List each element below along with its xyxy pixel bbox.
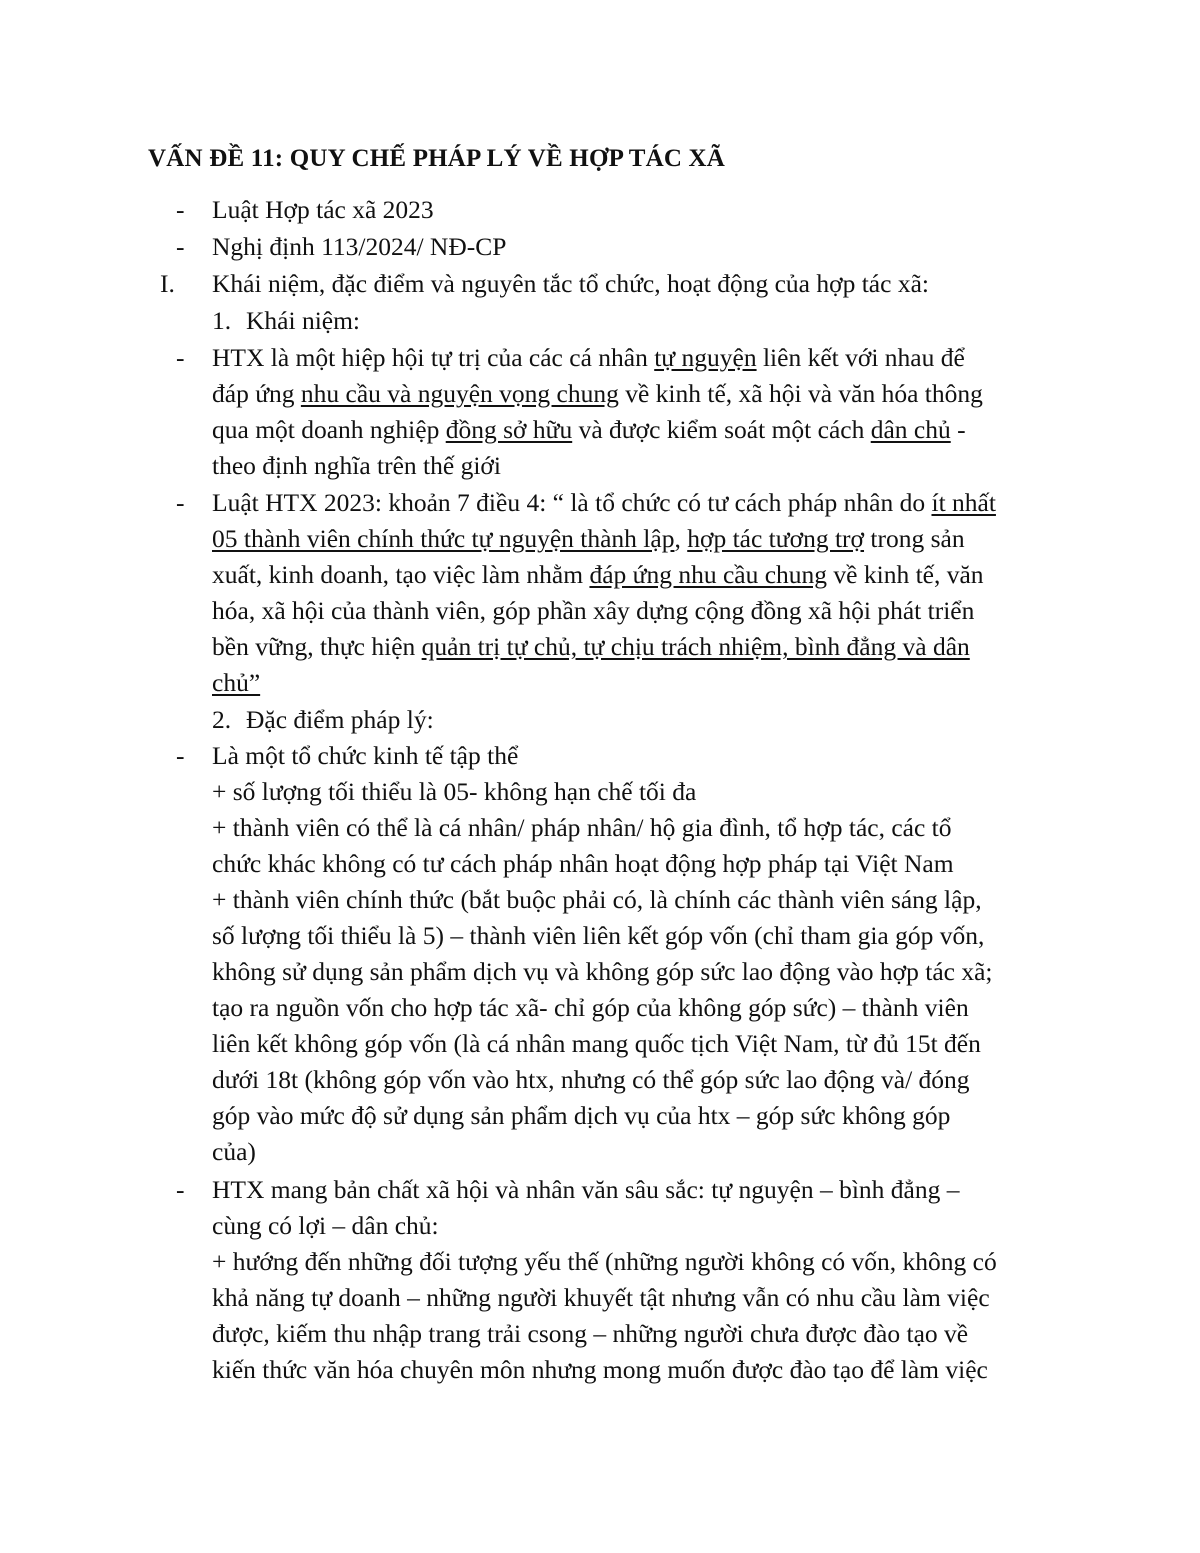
paragraph-line: góp vào mức độ sử dụng sản phẩm dịch vụ của htx – góp sức không góp xyxy=(212,1101,951,1130)
number-marker: 1. xyxy=(212,306,232,335)
subsection-heading: Khái niệm: xyxy=(246,306,361,335)
paragraph-line: đáp ứng nhu cầu và nguyện vọng chung về kinh tế, xã hội và văn hóa thông xyxy=(212,379,983,408)
paragraph-line: bền vững, thực hiện quản trị tự chủ, tự chịu trách nhiệm, bình đẳng và dân xyxy=(212,632,970,661)
paragraph-line: kiến thức văn hóa chuyên môn nhưng mong muốn được đào tạo để làm việc xyxy=(212,1355,988,1384)
law-item: Nghị định 113/2024/ NĐ-CP xyxy=(212,232,507,261)
document-title: VẤN ĐỀ 11: QUY CHẾ PHÁP LÝ VỀ HỢP TÁC XÃ xyxy=(148,145,726,172)
bullet-dash: - xyxy=(176,195,185,224)
bullet-dash: - xyxy=(176,1175,185,1204)
paragraph-line: 05 thành viên chính thức tự nguyện thành lập, hợp tác tương trợ trong sản xyxy=(212,524,965,553)
paragraph-line: chức khác không có tư cách pháp nhân hoạt động hợp pháp tại Việt Nam xyxy=(212,849,954,878)
paragraph-line: liên kết không góp vốn (là cá nhân mang quốc tịch Việt Nam, từ đủ 15t đến xyxy=(212,1029,981,1058)
paragraph-line: + thành viên chính thức (bắt buộc phải có, là chính các thành viên sáng lập, xyxy=(212,885,982,914)
paragraph-line: được, kiếm thu nhập trang trải csong – những người chưa được đào tạo về xyxy=(212,1319,969,1348)
paragraph-line: cùng có lợi – dân chủ: xyxy=(212,1211,439,1240)
paragraph-line: số lượng tối thiểu là 5) – thành viên liên kết góp vốn (chỉ tham gia góp vốn, xyxy=(212,921,985,950)
bullet-dash: - xyxy=(176,232,185,261)
paragraph-line: của) xyxy=(212,1137,256,1166)
paragraph-line: Luật HTX 2023: khoản 7 điều 4: “ là tổ chức có tư cách pháp nhân do ít nhất xyxy=(212,488,996,517)
paragraph-line: + hướng đến những đối tượng yếu thế (những người không có vốn, không có xyxy=(212,1247,997,1276)
feature-heading: HTX mang bản chất xã hội và nhân văn sâu sắc: tự nguyện – bình đẳng – xyxy=(212,1175,960,1204)
paragraph-line: theo định nghĩa trên thế giới xyxy=(212,451,501,480)
paragraph-line: chủ” xyxy=(212,668,261,697)
bullet-dash: - xyxy=(176,488,185,517)
paragraph-line: hóa, xã hội của thành viên, góp phần xây dựng cộng đồng xã hội phát triển xyxy=(212,596,975,625)
paragraph-line: qua một doanh nghiệp đồng sở hữu và được kiểm soát một cách dân chủ - xyxy=(212,415,966,444)
paragraph-line: + số lượng tối thiểu là 05- không hạn chế tối đa xyxy=(212,777,697,806)
paragraph-line: + thành viên có thể là cá nhân/ pháp nhân/ hộ gia đình, tổ hợp tác, các tổ xyxy=(212,813,952,842)
bullet-dash: - xyxy=(176,741,185,770)
roman-numeral-marker: I. xyxy=(160,269,175,298)
paragraph-line: dưới 18t (không góp vốn vào htx, nhưng có thể góp sức lao động và/ đóng xyxy=(212,1065,970,1094)
feature-heading: Là một tổ chức kinh tế tập thể xyxy=(212,741,519,770)
paragraph-line: tạo ra nguồn vốn cho hợp tác xã- chỉ góp của không góp sức) – thành viên xyxy=(212,993,969,1022)
number-marker: 2. xyxy=(212,705,232,734)
subsection-heading: Đặc điểm pháp lý: xyxy=(246,705,434,734)
paragraph-line: khả năng tự doanh – những người khuyết tật nhưng vẫn có nhu cầu làm việc xyxy=(212,1283,990,1312)
section-heading: Khái niệm, đặc điểm và nguyên tắc tổ chức, hoạt động của hợp tác xã: xyxy=(212,269,929,298)
paragraph-line: không sử dụng sản phẩm dịch vụ và không góp sức lao động vào hợp tác xã; xyxy=(212,957,993,986)
paragraph-line: xuất, kinh doanh, tạo việc làm nhằm đáp ứng nhu cầu chung về kinh tế, văn xyxy=(212,560,984,589)
law-item: Luật Hợp tác xã 2023 xyxy=(212,195,434,224)
paragraph-line: HTX là một hiệp hội tự trị của các cá nhân tự nguyện liên kết với nhau để xyxy=(212,343,965,372)
bullet-dash: - xyxy=(176,343,185,372)
